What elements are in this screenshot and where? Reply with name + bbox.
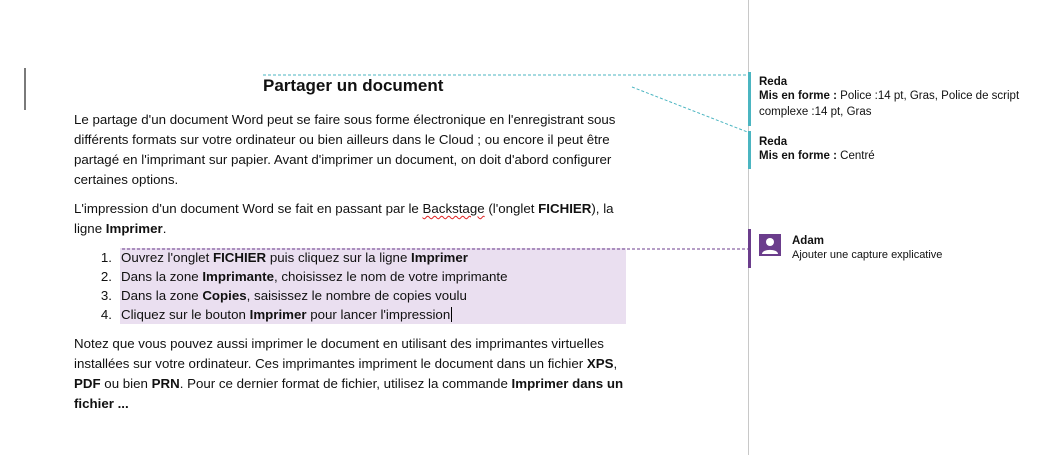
comment-author: Adam bbox=[792, 235, 824, 247]
list-number: 2. bbox=[100, 269, 112, 284]
commented-text[interactable]: Dans la zone Copies, saisissez le nombre de copies voulu bbox=[120, 286, 626, 305]
spelling-error-word[interactable]: Backstage bbox=[422, 201, 485, 216]
balloon-text: Mis en forme : Centré bbox=[759, 150, 875, 162]
list-item[interactable] bbox=[74, 267, 634, 286]
markup-pane[interactable] bbox=[748, 0, 1045, 455]
balloon-text: Mis en forme : Police :14 pt, Gras, Police de script complexe :14 pt, Gras bbox=[759, 90, 1020, 118]
steps-list bbox=[74, 248, 634, 324]
list-number: 4. bbox=[100, 307, 112, 322]
balloon-bar bbox=[748, 229, 751, 268]
change-bar bbox=[24, 68, 26, 110]
balloon-author: Reda bbox=[759, 136, 788, 148]
document-title[interactable]: Partager un document bbox=[263, 76, 444, 95]
list-item[interactable] bbox=[74, 248, 634, 267]
paragraph-printing[interactable]: L'impression d'un document Word se fait en passant par le Backstage (l'onglet FICHIER), la ligne Imprimer. bbox=[74, 201, 614, 236]
list-item[interactable] bbox=[74, 305, 634, 324]
comment-text[interactable]: Ajouter une capture explicative bbox=[792, 249, 943, 261]
list-item[interactable] bbox=[74, 286, 634, 305]
paragraph-sharing[interactable]: Le partage d'un document Word peut se faire sous forme électronique en l'enregistrant sous différents formats sur votre ordinateur ou bien ailleurs dans le Cloud ; ou encore il peut être partagé en l'imprimant sur papier. Avant d'imprimer un document, on doit d'abord configurer certaines options. bbox=[74, 112, 616, 187]
commented-text[interactable]: Dans la zone Imprimante, choisissez le nom de votre imprimante bbox=[120, 267, 626, 286]
paragraph-virtual-printers[interactable]: Notez que vous pouvez aussi imprimer le document en utilisant des imprimantes virtuelles installées sur votre ordinateur. Ces imprimantes impriment le document dans un fichier XPS, PDF ou bien PRN. Pour ce dernier format de fichier, utilisez la commande Imprimer dans un fichier ... bbox=[74, 336, 624, 411]
commented-text[interactable]: Ouvrez l'onglet FICHIER puis cliquez sur la ligne Imprimer bbox=[120, 248, 626, 267]
list-number: 1. bbox=[100, 250, 112, 265]
balloon-bar bbox=[748, 72, 751, 126]
balloon-author: Reda bbox=[759, 76, 788, 88]
text-cursor bbox=[451, 307, 452, 322]
balloon-bar bbox=[748, 131, 751, 169]
comment-balloon[interactable] bbox=[750, 229, 1040, 268]
format-change-balloon[interactable] bbox=[750, 72, 1040, 126]
format-change-balloon[interactable] bbox=[750, 131, 1040, 169]
list-number: 3. bbox=[100, 288, 112, 303]
commented-text[interactable]: Cliquez sur le bouton Imprimer pour lancer l'impression bbox=[120, 305, 626, 324]
user-avatar-icon bbox=[759, 234, 781, 256]
